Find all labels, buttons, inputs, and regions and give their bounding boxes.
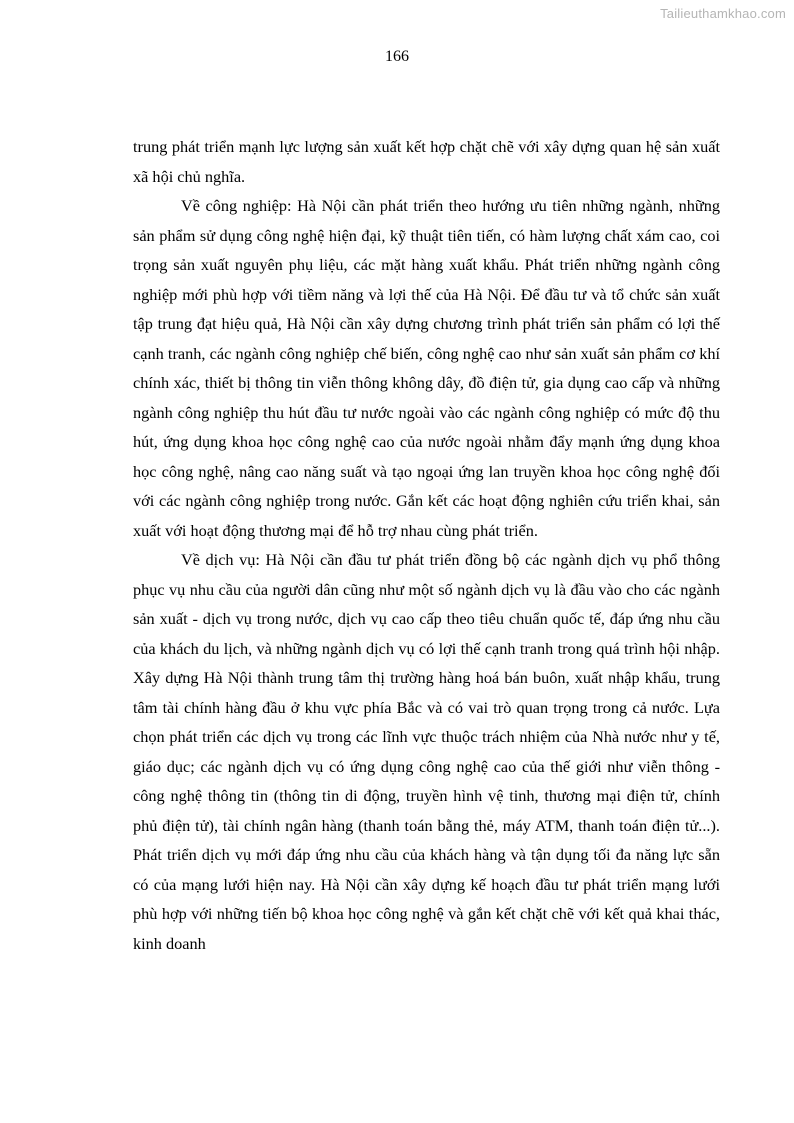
paragraph-continuation: trung phát triển mạnh lực lượng sản xuất kết hợp chặt chẽ với xây dựng quan hệ sản xuất xã hội chủ nghĩa. <box>133 137 720 186</box>
watermark: Tailieuthamkhao.com <box>660 6 786 21</box>
document-body <box>133 132 720 958</box>
page-number: 166 <box>385 48 409 65</box>
paragraph-industry: Về công nghiệp: Hà Nội cần phát triển theo hướng ưu tiên những ngành, những sản phẩm sử dụng công nghệ hiện đại, kỹ thuật tiên tiến, có hàm lượng chất xám cao, coi trọng sản xuất nguyên phụ liệu, các mặt hàng xuất khẩu. Phát triển những ngành công nghiệp mới phù hợp với tiềm năng và lợi thế của Hà Nội. Để đầu tư và tổ chức sản xuất tập trung đạt hiệu quả, Hà Nội cần xây dựng chương trình phát triển sản phẩm có lợi thế cạnh tranh, các ngành công nghiệp chế biến, công nghệ cao như sản xuất sản phẩm cơ khí chính xác, thiết bị thông tin viễn thông không dây, đồ điện tử, gia dụng cao cấp và những ngành công nghiệp thu hút đầu tư nước ngoài vào các ngành công nghiệp có mức độ thu hút, ứng dụng khoa học công nghệ cao của nước ngoài nhằm đẩy mạnh ứng dụng khoa học công nghệ, nâng cao năng suất và tạo ngoại ứng lan truyền khoa học công nghệ đối với các ngành công nghiệp trong nước. Gắn kết các hoạt động nghiên cứu triển khai, sản xuất với hoạt động thương mại để hỗ trợ nhau cùng phát triển. <box>133 196 720 540</box>
paragraph-services: Về dịch vụ: Hà Nội cần đầu tư phát triển đồng bộ các ngành dịch vụ phổ thông phục vụ nhu cầu của người dân cũng như một số ngành dịch vụ là đầu vào cho các ngành sản xuất - dịch vụ trong nước, dịch vụ cao cấp theo tiêu chuẩn quốc tế, đáp ứng nhu cầu của khách du lịch, và những ngành dịch vụ có lợi thế cạnh tranh trong quá trình hội nhập. Xây dựng Hà Nội thành trung tâm thị trường hàng hoá bán buôn, xuất nhập khẩu, trung tâm tài chính hàng đầu ở khu vực phía Bắc và có vai trò quan trọng trong cả nước. Lựa chọn phát triển các dịch vụ trong các lĩnh vực thuộc trách nhiệm của Nhà nước như y tế, giáo dục; các ngành dịch vụ có ứng dụng công nghệ cao của thế giới như viễn thông - công nghệ thông tin (thông tin di động, truyền hình vệ tinh, thương mại điện tử, chính phủ điện tử), tài chính ngân hàng (thanh toán bằng thẻ, máy ATM, thanh toán điện tử...). Phát triển dịch vụ mới đáp ứng nhu cầu của khách hàng và tận dụng tối đa năng lực sẵn có của mạng lưới hiện nay. Hà Nội cần xây dựng kế hoạch đầu tư phát triển mạng lưới phù hợp với những tiến bộ khoa học công nghệ và gắn kết chặt chẽ với kết quả khai thác, kinh doanh <box>133 550 720 953</box>
